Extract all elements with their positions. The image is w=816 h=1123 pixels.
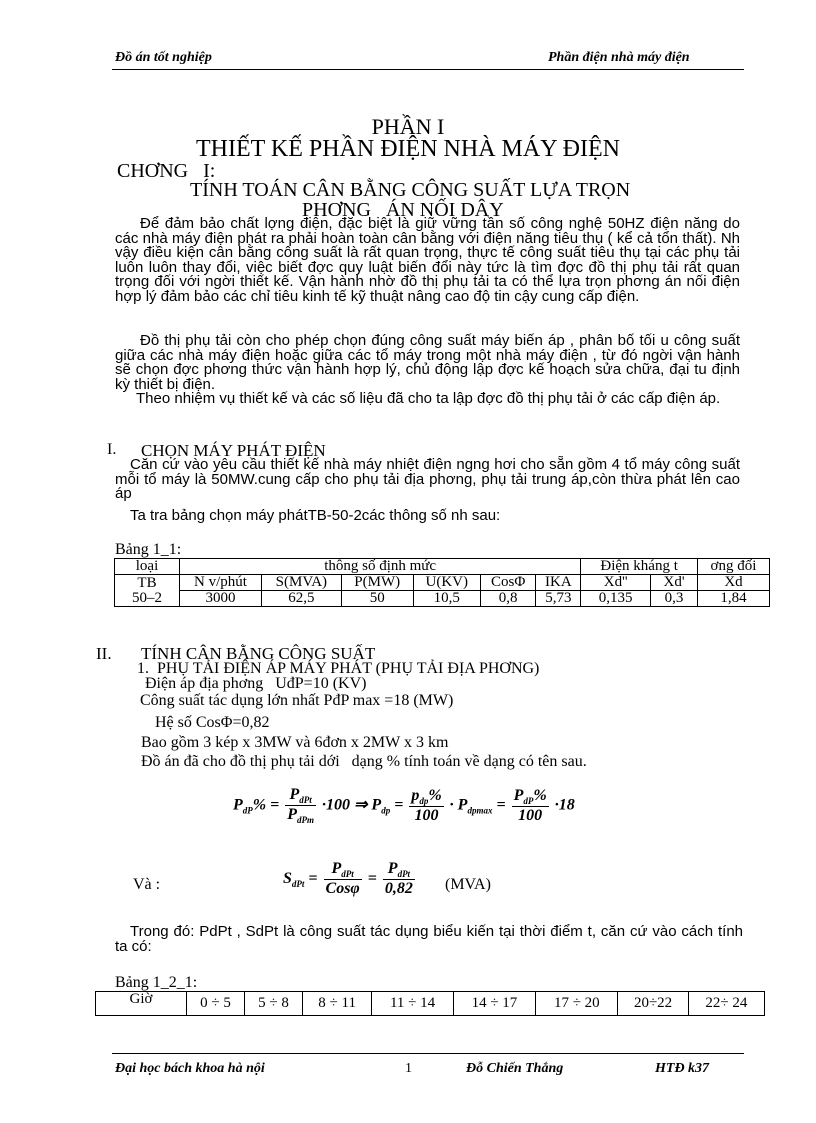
hour-range-7: 22÷ 24 [688, 992, 764, 1016]
table-1-caption: Bảng 1_1: [115, 541, 182, 558]
unit-label: (MVA) [445, 876, 491, 893]
col-header-type: loại [115, 559, 180, 575]
hour-range-0: 0 ÷ 5 [187, 992, 245, 1016]
intro-paragraph-1: Để đảm bảo chất lợng điện, đặc biệt là giữ vững tần số công nghệ 50HZ điện năng do các nhà máy điện phát ra phải hoàn toàn cân bằng với điện năng tiêu thụ ( kể cả tổn thất). Nh vậy điều kiện cân bằng công suất là rất quan trọng, thực tế công suất tiêu thụ tại các phụ tải luôn luôn thay đổi, việc biết đợc quy luật biến đổi này tức là tìm đợc đồ thị phụ tải rất quan trọng đối với ngời thiết kế. Vận hành nhờ đồ thị phụ tải ta có thể lựa trọn phơng án nối điện hợp lý đảm bảo các chỉ tiêu kinh tế kỹ thuật nâng cao độ tin cậy cung cấp điện. [115, 215, 740, 305]
chapter-title-1: TÍNH TOÁN CÂN BẰNG CÔNG SUẤT LỰA TRỌN [190, 179, 631, 201]
intro-paragraph-2: Đồ thị phụ tải còn cho phép chọn đúng công suất máy biến áp , phân bố tối u công suất giữa các nhà máy điện hoặc giữa các tổ máy trong một nhà máy điện , từ đó ngời vận hành sẽ chọn đợc phơng thức vận hành hợp lý, chủ động lập đợc kế hoạch sửa chữa, đại tu định kỳ thiết bị điện. [115, 332, 740, 393]
cell-type-name [115, 575, 180, 607]
val-s: 62,5 [261, 591, 341, 607]
val-speed: 3000 [180, 591, 262, 607]
val-p: 50 [341, 591, 413, 607]
hour-range-5: 17 ÷ 20 [536, 992, 618, 1016]
hour-range-3: 11 ÷ 14 [372, 992, 453, 1016]
hour-range-2: 8 ÷ 11 [303, 992, 372, 1016]
hour-range-4: 14 ÷ 17 [453, 992, 535, 1016]
table-2-caption: Bảng 1_2_1: [115, 974, 198, 991]
col-header-rated: thông số định mức [180, 559, 581, 575]
main-title: THIẾT KẾ PHẦN ĐIỆN NHÀ MÁY ĐIỆN [196, 136, 620, 162]
col-header-reactance-b: ơng đối [697, 559, 769, 575]
composition-line: Bao gồm 3 kép x 3MW và 6đơn x 2MW x 3 km [141, 734, 449, 751]
power-line: Công suất tác dụng lớn nhất PđP max =18 (MW) [140, 692, 454, 709]
col-p: P(MW) [341, 575, 413, 591]
type-line-2: 50–2 [132, 589, 162, 606]
machine-spec-table [114, 558, 770, 607]
header-right: Phần điện nhà máy điện [548, 50, 690, 65]
voltage-line: Điện áp địa phơng UđP=10 (KV) [145, 675, 367, 692]
hours-table [95, 991, 765, 1016]
val-xd1: 0,3 [651, 591, 698, 607]
col-cos: CosΦ [480, 575, 536, 591]
section-1-number: I. [107, 441, 117, 458]
col-xd: Xd [697, 575, 769, 591]
hours-header: Giờ [96, 992, 187, 1016]
hour-range-1: 5 ÷ 8 [245, 992, 303, 1016]
chapter-label: CHƠNG I: [117, 160, 216, 182]
header-left: Đồ án tốt nghiệp [115, 50, 212, 65]
where-paragraph: Trong đó: PdPt , SdPt là công suất tác dụng biểu kiến tại thời điểm t, căn cứ vào cách tính ta có: [115, 923, 743, 955]
chapter-title-2: PHƠNG ÁN NỐI DÂY [302, 199, 504, 221]
cos-line: Hệ số CosΦ=0,82 [155, 714, 270, 731]
part-title: PHẦN I [371, 114, 445, 139]
equation-apparent-power: $S_{dPt}$ = $\frac{P_{dPt}}{\text{Cosφ}}$ = $\frac{P_{dPt}}{0,82}$ [283, 860, 413, 898]
col-s: S(MVA) [261, 575, 341, 591]
val-xd2: 0,135 [581, 591, 651, 607]
col-header-reactance-a: Điện kháng t [581, 559, 698, 575]
section-2-title: TÍNH CÂN BẰNG CÔNG SUẤT [141, 644, 376, 663]
instruction-line: Đồ án đã cho đồ thị phụ tải dới dạng % tính toán về dạng có tên sau. [141, 753, 587, 770]
col-speed: N v/phút [180, 575, 262, 591]
val-u: 10,5 [413, 591, 480, 607]
footer-class: HTĐ k37 [655, 1061, 710, 1076]
val-i: 5,73 [536, 591, 581, 607]
section-1-title: CHỌN MÁY PHÁT ĐIỆN [141, 441, 326, 460]
section-1-paragraph-2: Ta tra bảng chọn máy phátTB-50-2các thông số nh sau: [130, 507, 501, 524]
type-line-1: TB [137, 574, 157, 591]
equation-percent-conversion: $P_{dP}\%$ = $\frac{P_{dPt}}{P_{dPm}}$ ·100 ⇒ $P_{dp}$ = $\frac{p_{dp}\%}{100}$ · $P_{dpmax}$ = $\frac{P_{dP}\%}{100}$ ·18 [233, 786, 575, 826]
subsection-1-title: 1. PHỤ TẢI ĐIỆN ÁP MÁY PHÁT (PHỤ TẢI ĐỊA PHƠNG) [137, 660, 540, 677]
col-xd1: Xd' [651, 575, 698, 591]
footer-author: Đỗ Chiến Thắng [466, 1061, 564, 1076]
section-1-paragraph: Căn cứ vào yêu cầu thiết kế nhà máy nhiệt điện ngng hơi cho sẵn gồm 4 tổ máy công suất mỗi tổ máy là 50MW.cung cấp cho phụ tải địa phơng, phụ tải trung áp,còn thừa phát lên cao áp [115, 456, 740, 502]
val-xd: 1,84 [697, 591, 769, 607]
intro-paragraph-3: Theo nhiệm vụ thiết kế và các số liệu đã cho ta lập đợc đồ thị phụ tải ở các cấp điện áp. [136, 390, 721, 407]
section-2-number: II. [96, 644, 112, 663]
and-label: Và : [133, 876, 161, 893]
footer-rule [112, 1053, 744, 1054]
col-xd2: Xd'' [581, 575, 651, 591]
col-i: IKA [536, 575, 581, 591]
val-cos: 0,8 [480, 591, 536, 607]
header-rule [112, 69, 744, 70]
hour-range-6: 20÷22 [618, 992, 688, 1016]
page-number: 1 [405, 1061, 412, 1076]
col-u: U(KV) [413, 575, 480, 591]
footer-university: Đại học bách khoa hà nội [115, 1061, 265, 1076]
